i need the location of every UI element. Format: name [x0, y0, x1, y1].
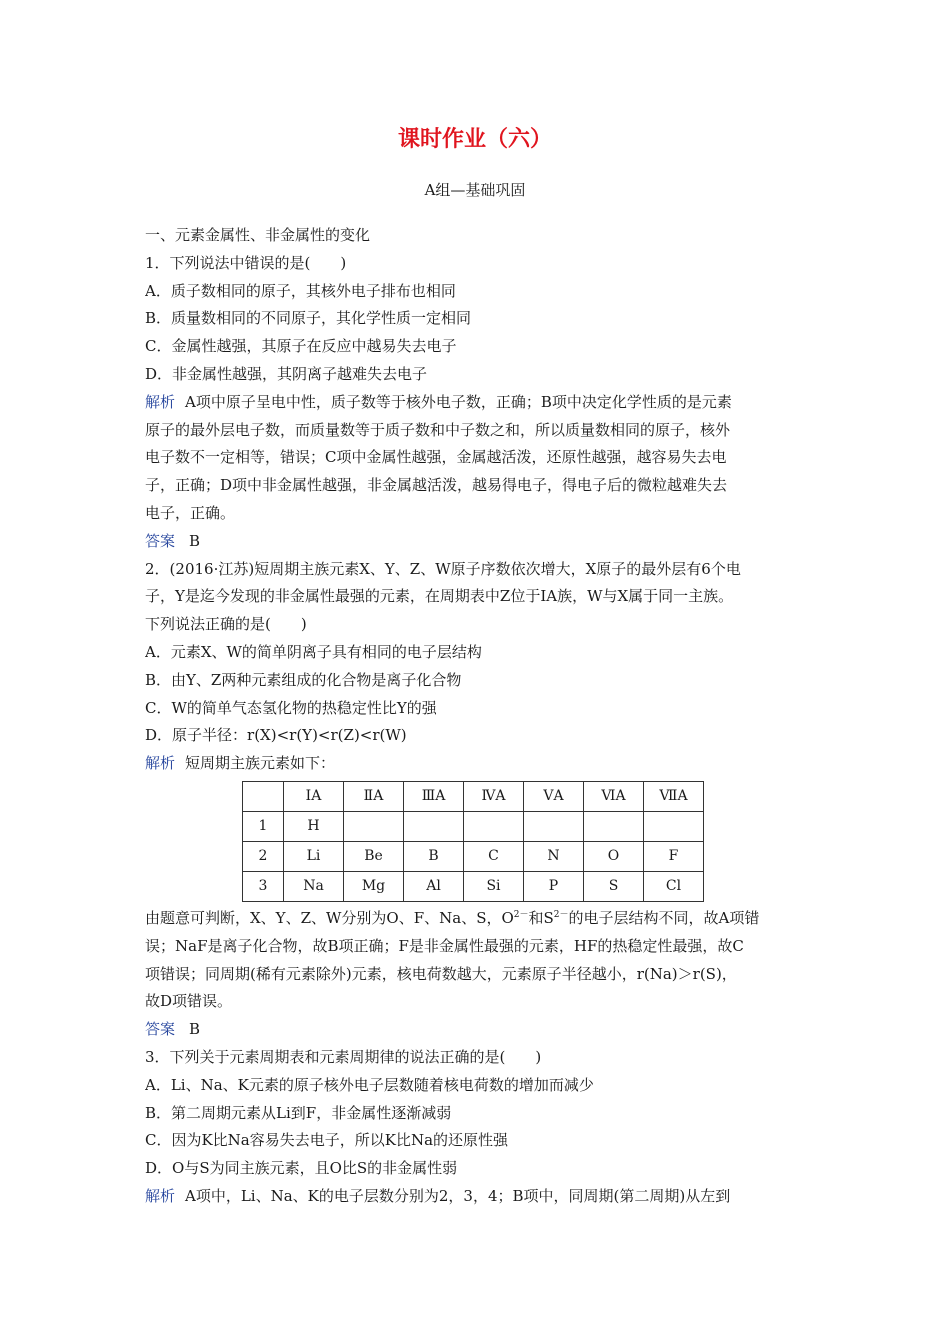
table-cell: B	[404, 841, 464, 871]
page-subtitle: A组—基础巩固	[424, 181, 526, 199]
table-cell: Li	[284, 841, 344, 871]
question-3-analysis-line	[145, 1183, 815, 1211]
periodic-table	[242, 781, 704, 902]
question-3-stem: 3．下列关于元素周期表和元素周期律的说法正确的是( )	[145, 1047, 542, 1066]
question-1-answer	[145, 528, 815, 556]
table-cell	[243, 781, 284, 811]
table-row	[243, 811, 704, 841]
table-cell: O	[584, 841, 644, 871]
question-2-answer	[145, 1016, 815, 1044]
table-cell	[644, 811, 704, 841]
table-cell: P	[524, 871, 584, 901]
table-row	[243, 841, 704, 871]
table-cell	[404, 811, 464, 841]
content	[145, 222, 815, 1211]
analysis-label: 解析	[145, 392, 176, 411]
answer-label: 答案	[145, 531, 176, 550]
table-cell: S	[584, 871, 644, 901]
table-cell: ⅢA	[404, 781, 464, 811]
question-2-option-c: C．W的简单气态氢化物的热稳定性比Y的强	[145, 698, 437, 717]
question-1-option-a: A．质子数相同的原子，其核外电子排布也相同	[145, 281, 456, 300]
table-cell: ⅡA	[344, 781, 404, 811]
question-2-analysis-line: 项错误；同周期(稀有元素除外)元素，核电荷数越大，元素原子半径越小，r(Na)＞r(S)，	[145, 964, 737, 983]
page-title: 课时作业（六）	[397, 127, 552, 152]
question-3-option-b: B．第二周期元素从Li到F，非金属性逐渐减弱	[145, 1103, 452, 1122]
table-cell: 3	[243, 871, 284, 901]
question-2-option-b: B．由Y、Z两种元素组成的化合物是离子化合物	[145, 670, 462, 689]
table-cell: C	[464, 841, 524, 871]
table-cell: N	[524, 841, 584, 871]
question-1-analysis-line: 电子，正确。	[145, 503, 236, 522]
table-cell: ⅠA	[284, 781, 344, 811]
table-cell: 2	[243, 841, 284, 871]
question-2-stem-line: 下列说法正确的是( )	[145, 615, 307, 634]
question-2-option-d: D．原子半径：r(X)<r(Y)<r(Z)<r(W)	[145, 726, 407, 745]
table-cell: Al	[404, 871, 464, 901]
section-heading: 一、元素金属性、非金属性的变化	[145, 226, 371, 244]
table-row	[243, 871, 704, 901]
table-cell: Na	[284, 871, 344, 901]
ion-charge: 2－	[513, 909, 529, 920]
question-2-analysis-line: 误；NaF是离子化合物，故B项正确；F是非金属性最强的元素，HF的热稳定性最强，故C	[145, 936, 744, 955]
table-cell: F	[644, 841, 704, 871]
analysis-label: 解析	[145, 754, 176, 773]
question-2-analysis-line: 故D项错误。	[145, 992, 233, 1011]
question-1-analysis-line: 电子数不一定相等，错误；C项中金属性越强，金属越活泼，还原性越强，越容易失去电	[145, 448, 727, 467]
answer-value: B	[189, 531, 201, 550]
table-cell: ⅥA	[584, 781, 644, 811]
question-2-stem-line: 2．(2016·江苏)短周期主族元素X、Y、Z、W原子序数依次增大，X原子的最外层有6个电	[145, 559, 741, 578]
answer-value: B	[189, 1020, 201, 1039]
table-cell: 1	[243, 811, 284, 841]
answer-label: 答案	[145, 1020, 176, 1039]
question-3-option-c: C．因为K比Na容易失去电子，所以K比Na的还原性强	[145, 1131, 509, 1150]
question-1-option-b: B．质量数相同的不同原子，其化学性质一定相同	[145, 309, 472, 328]
table-cell: Cl	[644, 871, 704, 901]
question-2-stem-line: 子，Y是迄今发现的非金属性最强的元素，在周期表中Z位于ⅠA族，W与X属于同一主族。	[145, 587, 734, 606]
question-1-analysis-line: 子，正确；D项中非金属性越强，非金属越活泼，越易得电子，得电子后的微粒越难失去	[145, 476, 728, 495]
question-2-analysis-line	[145, 750, 815, 778]
analysis-text: 短周期主族元素如下：	[185, 754, 336, 773]
table-cell: Si	[464, 871, 524, 901]
question-2-option-a: A．元素X、W的简单阴离子具有相同的电子层结构	[145, 642, 482, 661]
question-1-option-d: D．非金属性越强，其阴离子越难失去电子	[145, 364, 428, 383]
table-cell: ⅣA	[464, 781, 524, 811]
table-cell	[344, 811, 404, 841]
ion-charge: 2－	[553, 909, 569, 920]
table-cell	[524, 811, 584, 841]
analysis-text: A项中，Li、Na、K的电子层数分别为2，3，4；B项中，同周期(第二周期)从左到	[185, 1186, 731, 1205]
table-header-row	[243, 781, 704, 811]
question-3-option-d: D．O与S为同主族元素，且O比S的非金属性弱	[145, 1159, 458, 1178]
question-2-analysis-line: 由题意可判断，X、Y、Z、W分别为O、F、Na、S，$O^{2-}$和$S^{2-}$的电子层结构不同，故A项错	[145, 908, 760, 927]
question-1-analysis-line: 原子的最外层电子数，而质量数等于质子数和中子数之和，所以质量数相同的原子，核外	[145, 420, 731, 439]
table-cell: ⅦA	[644, 781, 704, 811]
table-cell	[584, 811, 644, 841]
analysis-text: A项中原子呈电中性，质子数等于核外电子数，正确；B项中决定化学性质的是元素	[185, 392, 732, 411]
question-1-analysis-line	[145, 389, 815, 417]
question-1-stem: 1．下列说法中错误的是( )	[145, 253, 347, 272]
analysis-label: 解析	[145, 1186, 176, 1205]
table-cell: ⅤA	[524, 781, 584, 811]
question-3-option-a: A．Li、Na、K元素的原子核外电子层数随着核电荷数的增加而减少	[145, 1075, 594, 1094]
table-cell: Mg	[344, 871, 404, 901]
table-cell: H	[284, 811, 344, 841]
question-1-option-c: C．金属性越强，其原子在反应中越易失去电子	[145, 337, 457, 356]
table-cell	[464, 811, 524, 841]
table-cell: Be	[344, 841, 404, 871]
